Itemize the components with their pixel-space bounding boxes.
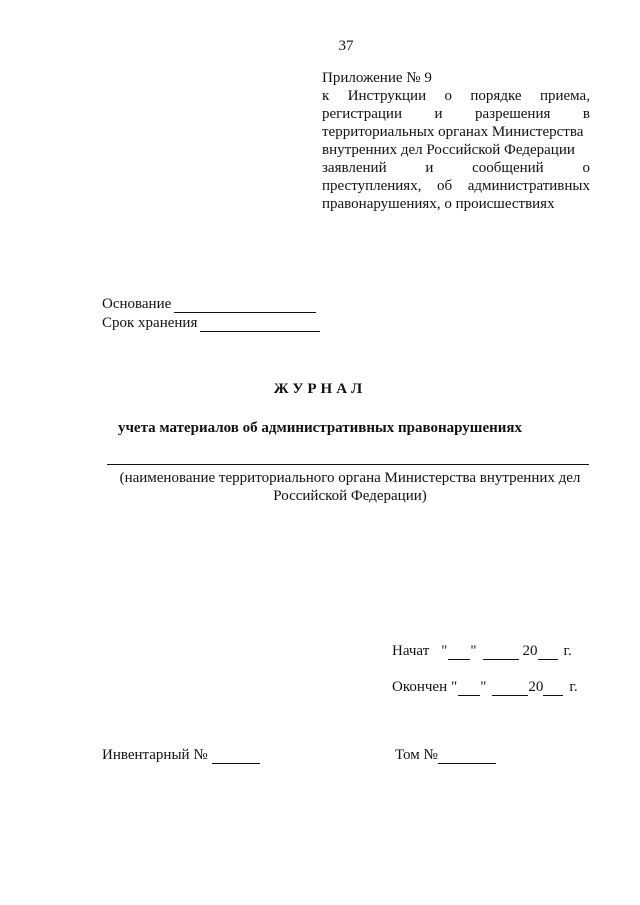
quote-mark: " — [470, 643, 477, 659]
basis-field — [102, 295, 316, 313]
started-year-blank[interactable] — [538, 645, 558, 660]
ended-label: Окончен — [392, 679, 448, 695]
page-number: 37 — [338, 38, 354, 54]
appendix-word: административных — [467, 178, 590, 194]
appendix-word: регистрации — [322, 106, 402, 122]
appendix-word: о — [444, 88, 453, 104]
appendix-word: и — [434, 106, 443, 122]
appendix-block — [322, 69, 590, 213]
inventory-number-field — [102, 746, 260, 764]
basis-blank[interactable] — [174, 298, 316, 313]
appendix-word: сообщений — [472, 160, 544, 176]
appendix-word: и — [425, 160, 434, 176]
appendix-word: заявлений — [322, 160, 387, 176]
appendix-line — [322, 159, 590, 177]
started-label: Начат — [392, 643, 430, 659]
volume-number-field — [395, 746, 496, 764]
storage-term-blank[interactable] — [200, 317, 320, 332]
organization-hint-line: Российской Федерации) — [273, 488, 427, 504]
volume-blank[interactable] — [438, 749, 496, 764]
appendix-word: о — [582, 160, 590, 176]
journal-subtitle: учета материалов об административных правонарушениях — [117, 420, 523, 436]
appendix-word: разрешения — [474, 106, 551, 122]
inventory-label: Инвентарный № — [102, 747, 208, 763]
appendix-word: территориальных органах Министерства — [322, 124, 584, 140]
appendix-heading: Приложение № 9 — [322, 70, 432, 86]
started-month-blank[interactable] — [483, 645, 519, 660]
appendix-line — [322, 123, 590, 141]
ended-date-field — [392, 678, 578, 696]
appendix-word: порядке — [470, 88, 522, 104]
started-date-field — [392, 642, 572, 660]
quote-mark: " — [451, 679, 458, 695]
appendix-word: внутренних дел Российской Федерации — [322, 142, 575, 158]
ended-day-blank[interactable] — [458, 681, 480, 696]
volume-label: Том № — [395, 747, 438, 763]
storage-term-field — [102, 314, 320, 332]
year-prefix: 20 — [522, 643, 538, 659]
ended-month-blank[interactable] — [492, 681, 528, 696]
appendix-word: Инструкции — [347, 88, 427, 104]
appendix-line — [322, 105, 590, 123]
year-suffix: г. — [569, 679, 578, 695]
basis-label: Основание — [102, 296, 172, 312]
appendix-word: приема, — [539, 88, 590, 104]
started-day-blank[interactable] — [448, 645, 470, 660]
appendix-line — [322, 177, 590, 195]
storage-term-label: Срок хранения — [102, 315, 198, 331]
appendix-line — [322, 141, 590, 159]
quote-mark: " — [480, 679, 487, 695]
organization-hint — [100, 469, 600, 505]
inventory-blank[interactable] — [212, 749, 260, 764]
appendix-line: правонарушениях, о происшествиях — [322, 196, 555, 212]
appendix-word: об — [437, 178, 453, 194]
organization-hint-line: (наименование территориального органа Министерства внутренних дел — [119, 470, 581, 486]
appendix-word: к — [322, 88, 330, 104]
quote-mark: " — [441, 643, 448, 659]
organization-name-blank[interactable] — [107, 464, 589, 465]
year-suffix: г. — [563, 643, 572, 659]
ended-year-blank[interactable] — [543, 681, 563, 696]
year-prefix: 20 — [528, 679, 544, 695]
appendix-word: преступлениях, — [322, 178, 422, 194]
journal-title: ЖУРНАЛ — [273, 381, 367, 397]
appendix-line — [322, 87, 590, 105]
appendix-word: в — [582, 106, 590, 122]
